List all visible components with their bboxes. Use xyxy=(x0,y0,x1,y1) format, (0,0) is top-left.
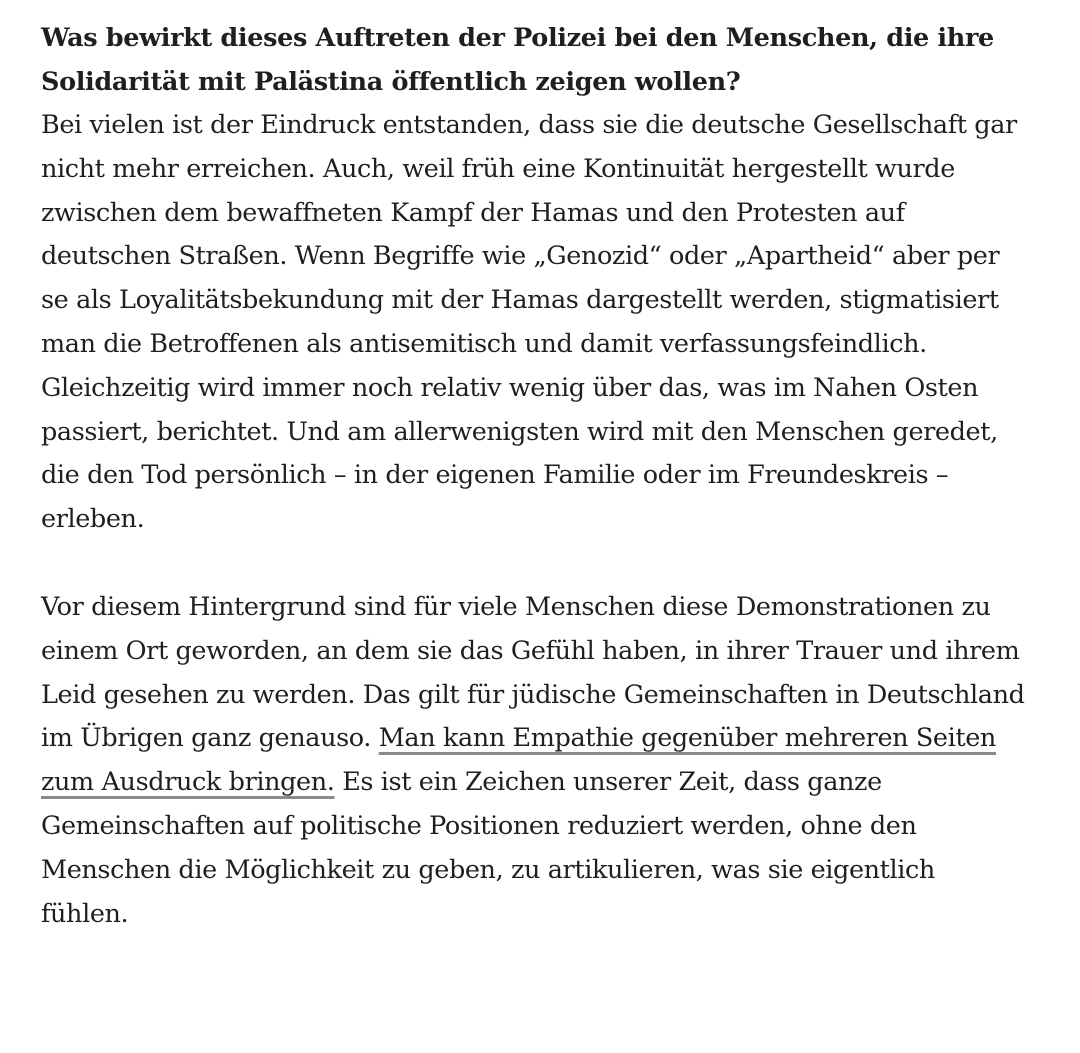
answer-paragraph-2-text-before: Vor diesem Hintergrund sind für viele Menschen diese Demonstrationen zu einem Ort geworden, an dem sie das Gefühl haben, in ihrer Trauer und ihrem Leid gesehen zu werden. Das gilt für jüdische Gemeinschaften in Deutschland im Übrigen ganz genauso. xyxy=(41,591,1025,754)
highlighted-quote[interactable]: Man kann Empathie gegenüber mehreren Seiten zum Ausdruck bringen. xyxy=(41,723,996,798)
answer-paragraph-2-text-after: Es ist ein Zeichen unserer Zeit, dass ganze Gemeinschaften auf politische Positionen reduziert werden, ohne den Menschen die Möglichkeit zu geben, zu artikulieren, was sie eigentlich fühlen. xyxy=(41,767,935,929)
interview-question: Was bewirkt dieses Auftreten der Polizei bei den Menschen, die ihre Solidarität mit Palästina öffentlich zeigen wollen? xyxy=(41,23,994,97)
answer-paragraph-2 xyxy=(41,586,1026,936)
article-body xyxy=(41,16,1026,936)
answer-paragraph-1: Bei vielen ist der Eindruck entstanden, dass sie die deutsche Gesellschaft gar nicht mehr erreichen. Auch, weil früh eine Kontinuität hergestellt wurde zwischen dem bewaffneten Kampf der Hamas und den Protesten auf deutschen Straßen. Wenn Begriffe wie „Genozid“ oder „Apartheid“ aber per se als Loyalitätsbekundung mit der Hamas dargestellt werden, stigmatisiert man die Betroffenen als antisemitisch und damit verfassungsfeindlich. Gleichzeitig wird immer noch relativ wenig über das, was im Nahen Osten passiert, berichtet. Und am allerwenigsten wird mit den Menschen geredet, die den Tod persönlich – in der eigenen Familie oder im Freundeskreis – erleben. xyxy=(41,110,1017,535)
